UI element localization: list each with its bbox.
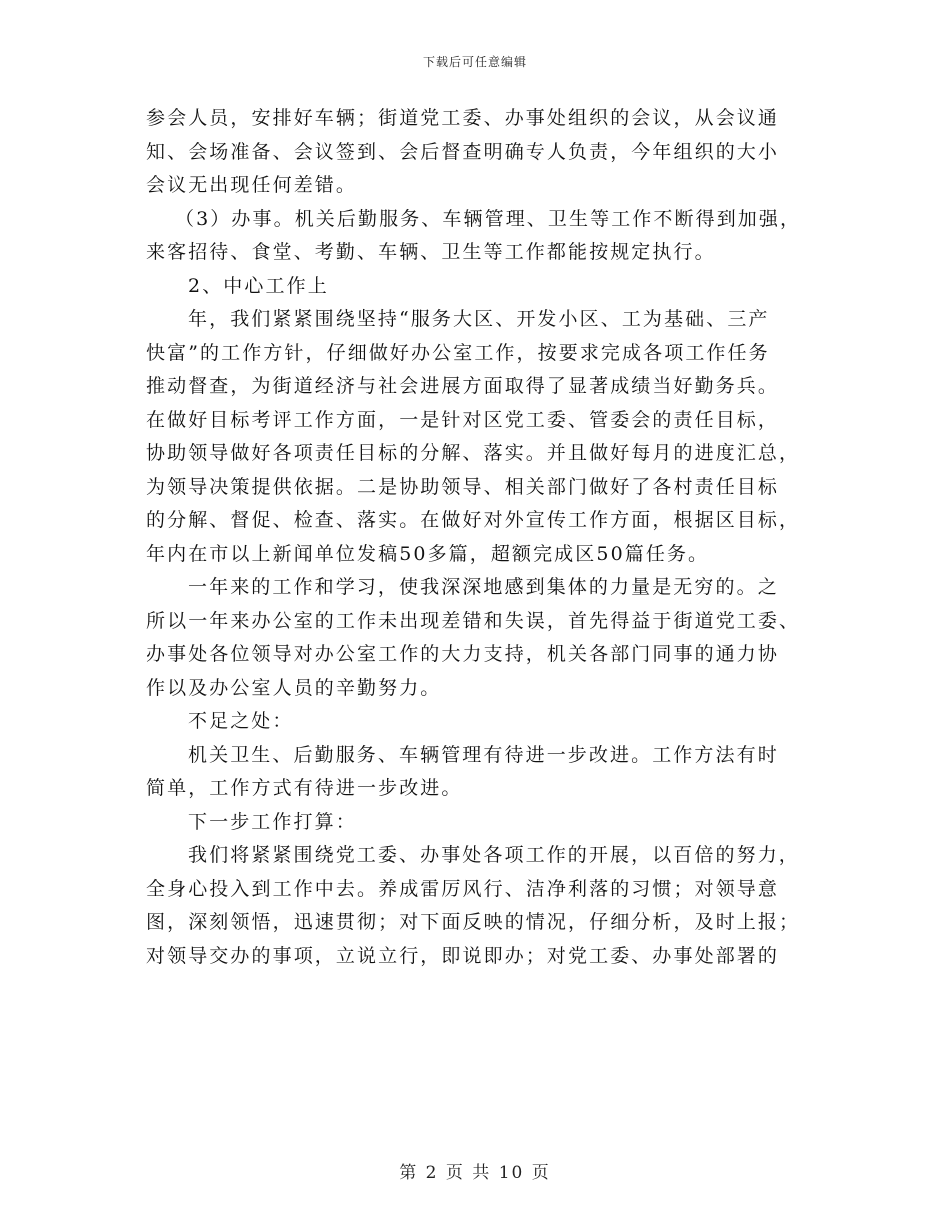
text-line: 快富”的工作方针，仔细做好办公室工作，按要求完成各项工作任务 — [146, 342, 770, 364]
page-header: 下载后可任意编辑 — [422, 55, 527, 69]
text-line: 来客招待、食堂、考勤、车辆、卫生等工作都能按规定执行。 — [146, 241, 716, 263]
text-line: 一年来的工作和学习，使我深深地感到集体的力量是无穷的。之 — [188, 576, 779, 598]
text-line: 在做好目标考评工作方面，一是针对区党工委、管委会的责任目标， — [146, 409, 780, 431]
text-line: 全身心投入到工作中去。养成雷厉风行、洁净利落的习惯；对领导意 — [146, 878, 780, 900]
text-line: 简单，工作方式有待进一步改进。 — [146, 777, 463, 799]
text-line: 推动督查，为街道经济与社会进展方面取得了显著成绩当好勤务兵。 — [146, 375, 780, 397]
text-line: 所以一年来办公室的工作未出现差错和失误，首先得益于街道党工委、 — [146, 610, 801, 632]
page-number: 第 2 页 共 10 页 — [399, 1163, 551, 1183]
text-line: 机关卫生、后勤服务、车辆管理有待进一步改进。工作方法有时 — [188, 744, 779, 766]
text-line: 为领导决策提供依据。二是协助领导、相关部门做好了各村责任目标 — [146, 476, 780, 498]
text-line: 年内在市以上新闻单位发稿50多篇，超额完成区50篇任务。 — [146, 543, 710, 565]
text-line: 的分解、督促、检查、落实。在做好对外宣传工作方面，根据区目标， — [146, 509, 801, 531]
text-line: 会议无出现任何差错。 — [146, 174, 358, 196]
text-line: 我们将紧紧围绕党工委、办事处各项工作的开展，以百倍的努力， — [188, 844, 800, 866]
text-line: 办事处各位领导对办公室工作的大力支持，机关各部门同事的通力协 — [146, 643, 780, 665]
text-line: 下一步工作打算： — [188, 811, 357, 833]
text-line: 不足之处： — [188, 710, 294, 732]
text-line: 年，我们紧紧围绕坚持“服务大区、开发小区、工为基础、三产 — [188, 308, 770, 330]
text-line: （3）办事。机关后勤服务、车辆管理、卫生等工作不断得到加强， — [175, 208, 802, 230]
text-line: 作以及办公室人员的辛勤努力。 — [146, 677, 442, 699]
text-line: 对领导交办的事项，立说立行，即说即办；对党工委、办事处部署的 — [146, 945, 780, 967]
text-line: 参会人员，安排好车辆；街道党工委、办事处组织的会议，从会议通 — [146, 107, 780, 129]
text-line: 知、会场准备、会议签到、会后督查明确专人负责，今年组织的大小 — [146, 141, 780, 163]
text-line: 2、中心工作上 — [188, 275, 329, 297]
text-line: 图，深刻领悟，迅速贯彻；对下面反映的情况，仔细分析，及时上报； — [146, 911, 801, 933]
text-line: 协助领导做好各项责任目标的分解、落实。并且做好每月的进度汇总， — [146, 442, 801, 464]
